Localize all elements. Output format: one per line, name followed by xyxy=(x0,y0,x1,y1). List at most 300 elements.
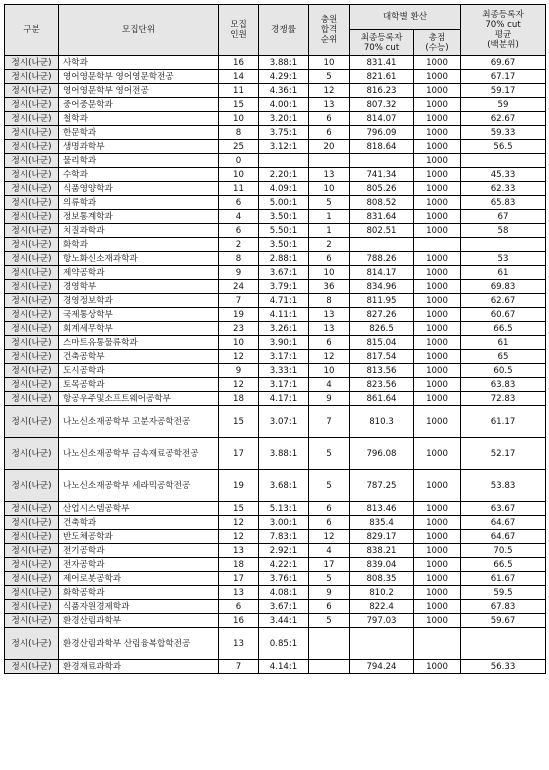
cell-ratio: 3.88:1 xyxy=(259,438,309,470)
cell-total: 1000 xyxy=(414,322,461,336)
cell-quota: 17 xyxy=(219,438,259,470)
cell-unit: 회계세무학부 xyxy=(59,322,219,336)
header-final70-line: 최종등록자 xyxy=(360,32,403,43)
cell-division: 정시(나군) xyxy=(5,378,59,392)
cell-quota: 10 xyxy=(219,336,259,350)
cell-ratio: 3.67:1 xyxy=(259,600,309,614)
cell-total: 1000 xyxy=(414,210,461,224)
cell-final70-score: 814.17 xyxy=(350,266,414,280)
cell-quota: 12 xyxy=(219,378,259,392)
cell-final70-score: 808.35 xyxy=(350,572,414,586)
cell-percentile: 61.67 xyxy=(461,572,546,586)
cell-unit: 나노신소재공학부 세라믹공학전공 xyxy=(59,470,219,502)
cell-quota: 16 xyxy=(219,56,259,70)
cell-ratio: 4.36:1 xyxy=(259,84,309,98)
cell-unit: 수학과 xyxy=(59,168,219,182)
header-ratio: 경쟁률 xyxy=(259,5,309,56)
cell-percentile: 56.33 xyxy=(461,660,546,674)
cell-final70-score: 805.26 xyxy=(350,182,414,196)
cell-waitlist: 9 xyxy=(309,586,350,600)
cell-unit: 철학과 xyxy=(59,112,219,126)
cell-percentile: 67 xyxy=(461,210,546,224)
cell-final70-score: 829.17 xyxy=(350,530,414,544)
cell-ratio xyxy=(259,154,309,168)
cell-waitlist xyxy=(309,154,350,168)
cell-quota: 25 xyxy=(219,140,259,154)
header-percentile-line: (백분위) xyxy=(487,40,519,50)
cell-total: 1000 xyxy=(414,112,461,126)
table-row xyxy=(5,558,546,572)
cell-waitlist: 13 xyxy=(309,322,350,336)
cell-unit: 생명과학부 xyxy=(59,140,219,154)
cell-division: 정시(나군) xyxy=(5,182,59,196)
table-row xyxy=(5,70,546,84)
table-row xyxy=(5,126,546,140)
cell-total: 1000 xyxy=(414,126,461,140)
cell-waitlist: 4 xyxy=(309,544,350,558)
cell-final70-score: 818.64 xyxy=(350,140,414,154)
cell-waitlist xyxy=(309,628,350,660)
cell-total: 1000 xyxy=(414,364,461,378)
cell-final70-score: 822.4 xyxy=(350,600,414,614)
header-quota xyxy=(219,5,259,56)
cell-waitlist: 7 xyxy=(309,406,350,438)
cell-total: 1000 xyxy=(414,558,461,572)
cell-percentile: 66.5 xyxy=(461,322,546,336)
cell-quota: 12 xyxy=(219,350,259,364)
cell-waitlist: 10 xyxy=(309,182,350,196)
cell-division: 정시(나군) xyxy=(5,614,59,628)
header-total-line: (수능) xyxy=(425,42,449,53)
cell-quota: 7 xyxy=(219,660,259,674)
cell-ratio: 3.67:1 xyxy=(259,266,309,280)
cell-unit: 항공우주및소프트웨어공학부 xyxy=(59,392,219,406)
cell-final70-score: 796.08 xyxy=(350,438,414,470)
cell-percentile xyxy=(461,628,546,660)
cell-division: 정시(나군) xyxy=(5,154,59,168)
table-row xyxy=(5,406,546,438)
header-final70 xyxy=(350,30,414,56)
cell-percentile: 62.33 xyxy=(461,182,546,196)
cell-ratio: 3.07:1 xyxy=(259,406,309,438)
cell-unit: 건축공학부 xyxy=(59,350,219,364)
cell-quota: 19 xyxy=(219,308,259,322)
cell-percentile: 53 xyxy=(461,252,546,266)
cell-ratio: 3.68:1 xyxy=(259,470,309,502)
cell-division: 정시(나군) xyxy=(5,322,59,336)
cell-final70-score: 796.09 xyxy=(350,126,414,140)
cell-quota: 9 xyxy=(219,266,259,280)
cell-percentile: 52.17 xyxy=(461,438,546,470)
cell-total: 1000 xyxy=(414,600,461,614)
cell-percentile: 60.5 xyxy=(461,364,546,378)
table-row xyxy=(5,322,546,336)
cell-waitlist: 5 xyxy=(309,614,350,628)
cell-waitlist: 6 xyxy=(309,516,350,530)
cell-percentile: 64.67 xyxy=(461,516,546,530)
cell-total: 1000 xyxy=(414,336,461,350)
cell-division: 정시(나군) xyxy=(5,56,59,70)
cell-total: 1000 xyxy=(414,516,461,530)
table-row xyxy=(5,308,546,322)
cell-final70-score: 797.03 xyxy=(350,614,414,628)
header-quota-line: 인원 xyxy=(230,30,247,40)
cell-percentile: 67.17 xyxy=(461,70,546,84)
cell-division: 정시(나군) xyxy=(5,238,59,252)
cell-ratio: 2.92:1 xyxy=(259,544,309,558)
cell-division: 정시(나군) xyxy=(5,530,59,544)
cell-unit: 스마트유통물류학과 xyxy=(59,336,219,350)
cell-percentile: 58 xyxy=(461,224,546,238)
table-row xyxy=(5,364,546,378)
admissions-table xyxy=(4,4,546,674)
cell-division: 정시(나군) xyxy=(5,98,59,112)
cell-unit: 반도체공학과 xyxy=(59,530,219,544)
cell-ratio: 3.17:1 xyxy=(259,350,309,364)
table-row xyxy=(5,112,546,126)
cell-ratio: 3.33:1 xyxy=(259,364,309,378)
cell-unit: 환경산림과학부 xyxy=(59,614,219,628)
header-quota-line: 모집 xyxy=(230,20,247,30)
cell-total: 1000 xyxy=(414,70,461,84)
cell-ratio: 0.85:1 xyxy=(259,628,309,660)
cell-total: 1000 xyxy=(414,280,461,294)
cell-percentile: 63.83 xyxy=(461,378,546,392)
cell-waitlist: 5 xyxy=(309,70,350,84)
cell-waitlist: 6 xyxy=(309,252,350,266)
cell-final70-score: 811.95 xyxy=(350,294,414,308)
cell-final70-score xyxy=(350,628,414,660)
cell-unit: 전기공학과 xyxy=(59,544,219,558)
header-waitlist-line: 합격 xyxy=(320,25,338,35)
cell-unit: 토목공학과 xyxy=(59,378,219,392)
cell-unit: 도시공학과 xyxy=(59,364,219,378)
cell-division: 정시(나군) xyxy=(5,252,59,266)
cell-waitlist: 6 xyxy=(309,600,350,614)
cell-unit: 한문학과 xyxy=(59,126,219,140)
cell-waitlist: 17 xyxy=(309,558,350,572)
table-row xyxy=(5,238,546,252)
cell-quota: 23 xyxy=(219,322,259,336)
cell-final70-score xyxy=(350,238,414,252)
cell-division: 정시(나군) xyxy=(5,126,59,140)
cell-total: 1000 xyxy=(414,378,461,392)
table-row xyxy=(5,154,546,168)
cell-final70-score: 788.26 xyxy=(350,252,414,266)
table-body xyxy=(5,56,546,674)
cell-percentile: 67.83 xyxy=(461,600,546,614)
cell-final70-score: 794.24 xyxy=(350,660,414,674)
cell-division: 정시(나군) xyxy=(5,406,59,438)
cell-division: 정시(나군) xyxy=(5,280,59,294)
cell-ratio: 4.29:1 xyxy=(259,70,309,84)
cell-final70-score: 741.34 xyxy=(350,168,414,182)
cell-unit: 중어중문학과 xyxy=(59,98,219,112)
cell-division: 정시(나군) xyxy=(5,558,59,572)
cell-total: 1000 xyxy=(414,266,461,280)
header-division: 구분 xyxy=(5,5,59,56)
cell-waitlist: 10 xyxy=(309,56,350,70)
cell-quota: 2 xyxy=(219,238,259,252)
cell-quota: 11 xyxy=(219,84,259,98)
cell-quota: 14 xyxy=(219,70,259,84)
cell-waitlist: 4 xyxy=(309,378,350,392)
header-percentile-line: 최종등록자 xyxy=(482,10,524,20)
cell-unit: 물리학과 xyxy=(59,154,219,168)
cell-ratio: 3.75:1 xyxy=(259,126,309,140)
cell-total: 1000 xyxy=(414,98,461,112)
cell-division: 정시(나군) xyxy=(5,364,59,378)
cell-waitlist: 6 xyxy=(309,502,350,516)
cell-waitlist: 12 xyxy=(309,530,350,544)
cell-quota: 7 xyxy=(219,294,259,308)
cell-ratio: 4.17:1 xyxy=(259,392,309,406)
cell-ratio: 3.88:1 xyxy=(259,56,309,70)
header-total-line: 총점 xyxy=(428,32,446,43)
cell-percentile: 70.5 xyxy=(461,544,546,558)
cell-total: 1000 xyxy=(414,154,461,168)
cell-unit: 경영학부 xyxy=(59,280,219,294)
cell-quota: 8 xyxy=(219,126,259,140)
cell-division: 정시(나군) xyxy=(5,84,59,98)
cell-ratio: 3.26:1 xyxy=(259,322,309,336)
cell-division: 정시(나군) xyxy=(5,572,59,586)
cell-waitlist: 5 xyxy=(309,572,350,586)
cell-waitlist: 20 xyxy=(309,140,350,154)
cell-ratio: 7.83:1 xyxy=(259,530,309,544)
cell-quota: 15 xyxy=(219,502,259,516)
cell-division: 정시(나군) xyxy=(5,516,59,530)
table-row xyxy=(5,350,546,364)
header-waitlist xyxy=(309,5,350,56)
cell-percentile: 63.67 xyxy=(461,502,546,516)
cell-total xyxy=(414,628,461,660)
cell-ratio: 4.22:1 xyxy=(259,558,309,572)
header-waitlist-line: 충원 xyxy=(320,15,338,25)
cell-percentile: 61 xyxy=(461,266,546,280)
cell-final70-score: 787.25 xyxy=(350,470,414,502)
cell-quota: 12 xyxy=(219,530,259,544)
cell-unit: 정보통계학과 xyxy=(59,210,219,224)
cell-quota: 6 xyxy=(219,224,259,238)
cell-unit: 사학과 xyxy=(59,56,219,70)
cell-unit: 환경산림과학부 산림융복합학전공 xyxy=(59,628,219,660)
cell-quota: 13 xyxy=(219,544,259,558)
cell-percentile: 64.67 xyxy=(461,530,546,544)
table-row xyxy=(5,210,546,224)
table-row xyxy=(5,586,546,600)
cell-ratio: 4.11:1 xyxy=(259,308,309,322)
cell-total: 1000 xyxy=(414,572,461,586)
cell-unit: 국제통상학부 xyxy=(59,308,219,322)
cell-quota: 10 xyxy=(219,112,259,126)
cell-percentile: 69.67 xyxy=(461,56,546,70)
cell-final70-score: 810.2 xyxy=(350,586,414,600)
table-row xyxy=(5,294,546,308)
cell-unit: 영어영문학부 영어전공 xyxy=(59,84,219,98)
cell-total: 1000 xyxy=(414,406,461,438)
cell-final70-score: 814.07 xyxy=(350,112,414,126)
cell-final70-score: 810.3 xyxy=(350,406,414,438)
cell-percentile: 59.33 xyxy=(461,126,546,140)
cell-ratio: 3.90:1 xyxy=(259,336,309,350)
table-row xyxy=(5,392,546,406)
cell-total: 1000 xyxy=(414,294,461,308)
cell-quota: 13 xyxy=(219,628,259,660)
cell-percentile: 66.5 xyxy=(461,558,546,572)
cell-waitlist: 9 xyxy=(309,392,350,406)
cell-total: 1000 xyxy=(414,544,461,558)
cell-waitlist: 36 xyxy=(309,280,350,294)
cell-waitlist: 5 xyxy=(309,196,350,210)
cell-division: 정시(나군) xyxy=(5,600,59,614)
cell-final70-score: 823.56 xyxy=(350,378,414,392)
cell-percentile: 59.5 xyxy=(461,586,546,600)
cell-unit: 제약공학과 xyxy=(59,266,219,280)
cell-waitlist: 10 xyxy=(309,364,350,378)
table-row xyxy=(5,182,546,196)
cell-percentile: 62.67 xyxy=(461,112,546,126)
cell-waitlist: 1 xyxy=(309,210,350,224)
cell-division: 정시(나군) xyxy=(5,224,59,238)
cell-percentile xyxy=(461,154,546,168)
cell-final70-score: 839.04 xyxy=(350,558,414,572)
cell-ratio: 2.88:1 xyxy=(259,252,309,266)
cell-unit: 식품자원경제학과 xyxy=(59,600,219,614)
table-row xyxy=(5,600,546,614)
cell-total: 1000 xyxy=(414,350,461,364)
header-percentile xyxy=(461,5,546,56)
cell-total: 1000 xyxy=(414,530,461,544)
cell-waitlist: 12 xyxy=(309,84,350,98)
cell-division: 정시(나군) xyxy=(5,438,59,470)
cell-total: 1000 xyxy=(414,392,461,406)
cell-total: 1000 xyxy=(414,140,461,154)
cell-unit: 환경재료과학과 xyxy=(59,660,219,674)
cell-waitlist: 12 xyxy=(309,350,350,364)
cell-final70-score: 826.5 xyxy=(350,322,414,336)
cell-division: 정시(나군) xyxy=(5,210,59,224)
cell-unit: 화학공학과 xyxy=(59,586,219,600)
cell-final70-score: 838.21 xyxy=(350,544,414,558)
cell-ratio: 5.50:1 xyxy=(259,224,309,238)
cell-waitlist: 10 xyxy=(309,266,350,280)
cell-division: 정시(나군) xyxy=(5,502,59,516)
cell-quota: 9 xyxy=(219,364,259,378)
table-row xyxy=(5,530,546,544)
cell-ratio: 4.08:1 xyxy=(259,586,309,600)
cell-final70-score: 834.96 xyxy=(350,280,414,294)
cell-ratio: 3.44:1 xyxy=(259,614,309,628)
table-row xyxy=(5,168,546,182)
cell-total xyxy=(414,238,461,252)
cell-ratio: 3.79:1 xyxy=(259,280,309,294)
cell-quota: 6 xyxy=(219,600,259,614)
cell-final70-score: 802.51 xyxy=(350,224,414,238)
cell-division: 정시(나군) xyxy=(5,336,59,350)
cell-final70-score: 861.64 xyxy=(350,392,414,406)
cell-quota: 6 xyxy=(219,196,259,210)
cell-ratio: 5.13:1 xyxy=(259,502,309,516)
cell-quota: 24 xyxy=(219,280,259,294)
cell-quota: 4 xyxy=(219,210,259,224)
cell-ratio: 3.50:1 xyxy=(259,210,309,224)
cell-percentile: 59 xyxy=(461,98,546,112)
header-percentile-line: 평균 xyxy=(494,30,512,40)
table-row xyxy=(5,544,546,558)
cell-waitlist: 13 xyxy=(309,308,350,322)
cell-division: 정시(나군) xyxy=(5,308,59,322)
cell-total: 1000 xyxy=(414,308,461,322)
cell-percentile: 56.5 xyxy=(461,140,546,154)
cell-unit: 식품영양학과 xyxy=(59,182,219,196)
cell-division: 정시(나군) xyxy=(5,266,59,280)
cell-division: 정시(나군) xyxy=(5,350,59,364)
cell-ratio: 3.12:1 xyxy=(259,140,309,154)
cell-percentile: 65 xyxy=(461,350,546,364)
cell-final70-score: 835.4 xyxy=(350,516,414,530)
cell-total: 1000 xyxy=(414,168,461,182)
cell-final70-score: 831.41 xyxy=(350,56,414,70)
table-row xyxy=(5,98,546,112)
table-row xyxy=(5,84,546,98)
cell-division: 정시(나군) xyxy=(5,660,59,674)
admissions-table-container xyxy=(4,4,545,674)
table-row xyxy=(5,660,546,674)
header-final70-line: 70% cut xyxy=(363,42,400,53)
cell-final70-score: 815.04 xyxy=(350,336,414,350)
cell-quota: 0 xyxy=(219,154,259,168)
table-row xyxy=(5,438,546,470)
cell-ratio: 5.00:1 xyxy=(259,196,309,210)
table-row xyxy=(5,140,546,154)
cell-division: 정시(나군) xyxy=(5,294,59,308)
cell-total: 1000 xyxy=(414,660,461,674)
cell-quota: 17 xyxy=(219,572,259,586)
header-total xyxy=(414,30,461,56)
cell-total: 1000 xyxy=(414,224,461,238)
cell-total: 1000 xyxy=(414,438,461,470)
cell-final70-score: 827.26 xyxy=(350,308,414,322)
cell-quota: 18 xyxy=(219,558,259,572)
cell-percentile: 59.67 xyxy=(461,614,546,628)
cell-total: 1000 xyxy=(414,470,461,502)
cell-ratio: 4.14:1 xyxy=(259,660,309,674)
cell-unit: 경영정보학과 xyxy=(59,294,219,308)
cell-unit: 나노신소재공학부 고분자공학전공 xyxy=(59,406,219,438)
cell-unit: 나노신소재공학부 금속재료공학전공 xyxy=(59,438,219,470)
table-row xyxy=(5,280,546,294)
cell-division: 정시(나군) xyxy=(5,586,59,600)
cell-waitlist: 13 xyxy=(309,98,350,112)
cell-waitlist: 5 xyxy=(309,470,350,502)
cell-division: 정시(나군) xyxy=(5,196,59,210)
cell-quota: 16 xyxy=(219,614,259,628)
cell-quota: 11 xyxy=(219,182,259,196)
cell-percentile: 60.67 xyxy=(461,308,546,322)
cell-unit: 치질과학과 xyxy=(59,224,219,238)
cell-percentile: 61 xyxy=(461,336,546,350)
cell-division: 정시(나군) xyxy=(5,168,59,182)
cell-percentile xyxy=(461,238,546,252)
cell-total: 1000 xyxy=(414,252,461,266)
cell-quota: 19 xyxy=(219,470,259,502)
cell-quota: 13 xyxy=(219,586,259,600)
table-row xyxy=(5,56,546,70)
cell-ratio: 3.50:1 xyxy=(259,238,309,252)
cell-unit: 건축학과 xyxy=(59,516,219,530)
cell-unit: 화학과 xyxy=(59,238,219,252)
